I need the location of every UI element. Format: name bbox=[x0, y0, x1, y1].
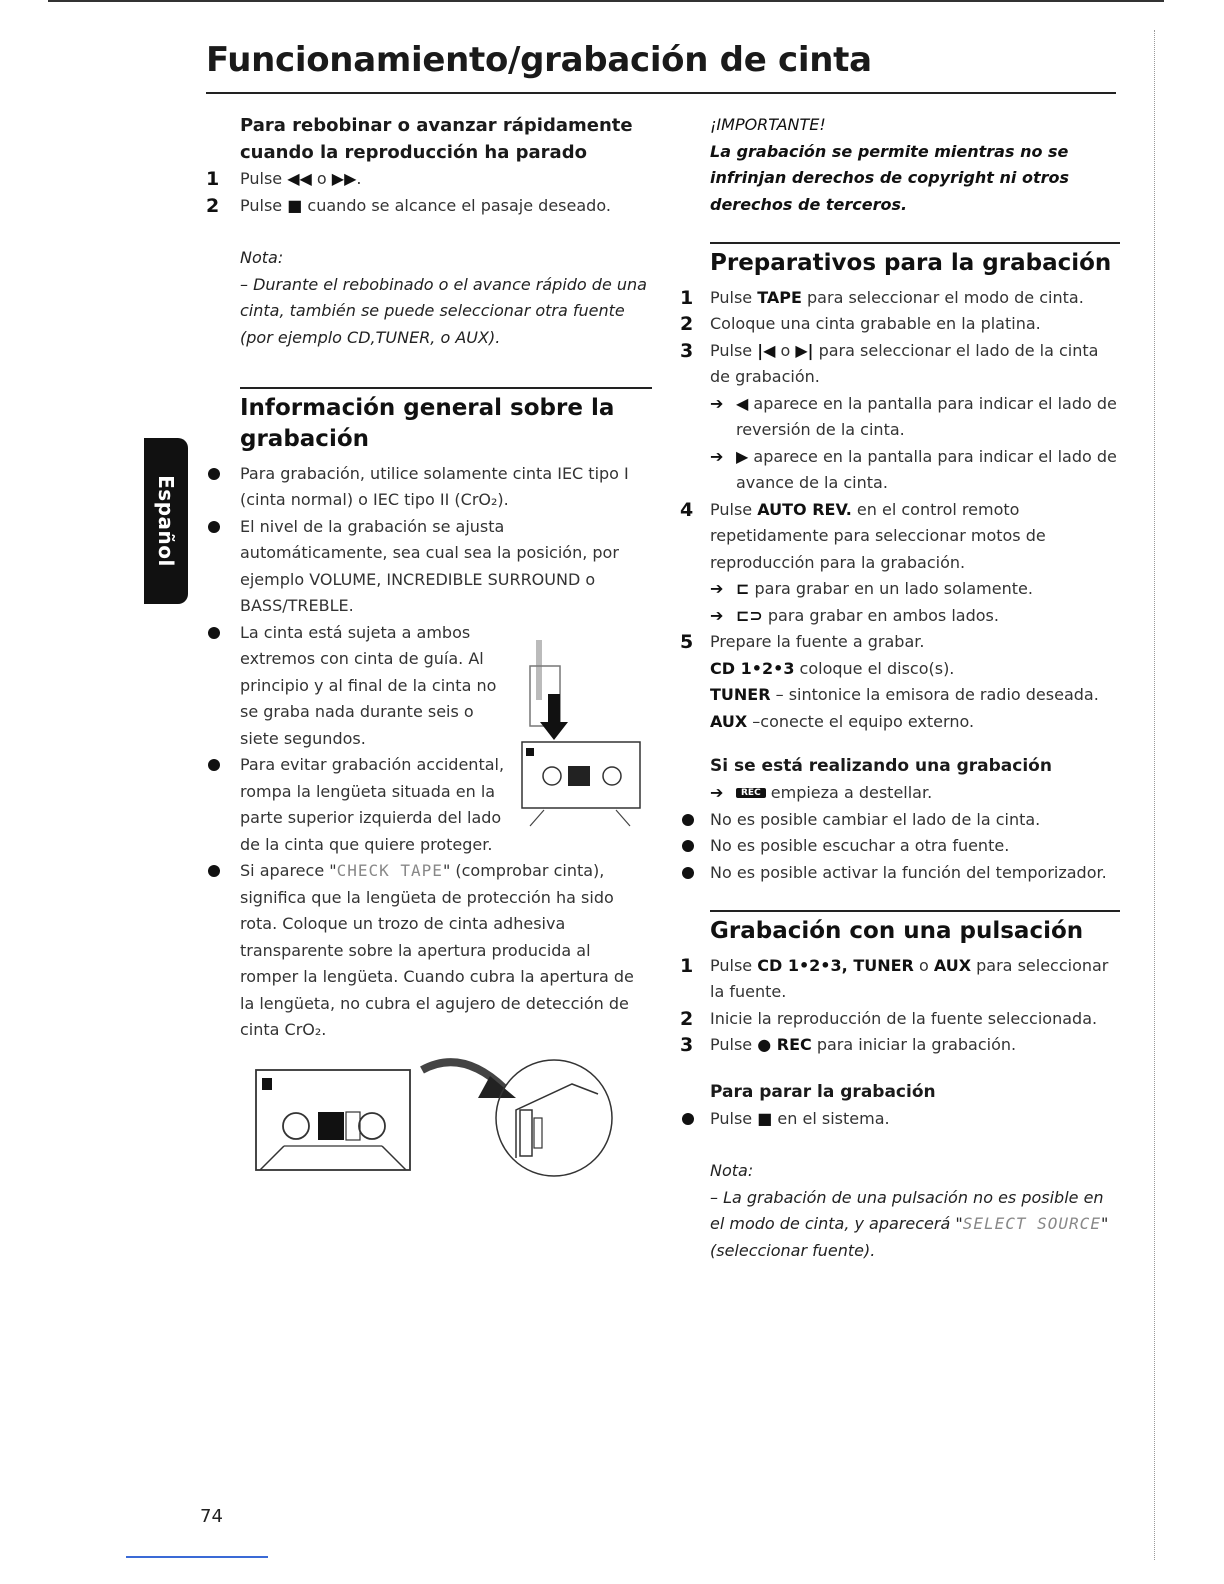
page-right-edge bbox=[1154, 30, 1155, 1560]
general-bullet-2: El nivel de la grabación se ajusta automáticamente, sea cual sea la posición, por ejemplo VOLUME, INCREDIBLE SURROUND o BASS/TREBLE. bbox=[206, 514, 652, 620]
important-label: ¡IMPORTANTE! bbox=[710, 115, 826, 134]
prep-heading: Preparativos para la grabación bbox=[710, 249, 1112, 276]
important-text: La grabación se permite mientras no se infrinjan derechos de copyright ni otros derechos de terceros. bbox=[710, 141, 1070, 214]
side-tab-label: Español bbox=[154, 475, 178, 567]
cassette-arrow-illustration bbox=[516, 636, 648, 832]
note2-text: – La grabación de una pulsación no es posible en el modo de cinta, y aparecerá "SELECT SOURCE" (seleccionar fuente). bbox=[710, 1187, 1109, 1260]
onetouch-step-1: 1 Pulse CD 1•2•3, TUNER o AUX para seleccionar la fuente. bbox=[680, 954, 1109, 1002]
forward-side-icon: ▶ bbox=[736, 446, 749, 466]
note2-label: Nota: bbox=[710, 1161, 754, 1181]
prep-step-5: 5 Prepare la fuente a grabar. CD 1•2•3 coloque el disco(s). TUNER – sintonice la emisora de radio deseada. AUX –conecte el equipo externo. bbox=[680, 629, 1120, 735]
next-icon: ▶| bbox=[795, 340, 814, 360]
stop-icon: ■ bbox=[757, 1108, 773, 1128]
arrow-right-icon: ➔ bbox=[710, 579, 724, 598]
recording-result: ➔ REC empieza a destellar. bbox=[710, 780, 1120, 807]
general-heading: Información general sobre la grabación bbox=[240, 394, 615, 452]
bullet-icon bbox=[208, 521, 220, 533]
auto-rev-key: AUTO REV. bbox=[757, 499, 852, 519]
rewind-icon: ◀◀ bbox=[287, 169, 312, 188]
onetouch-step-3: 3 Pulse ● REC para iniciar la grabación. bbox=[680, 1034, 1017, 1057]
prep-section-rule bbox=[710, 242, 1120, 244]
bullet-icon bbox=[208, 468, 220, 480]
recording-bullet-2: No es posible escuchar a otra fuente. bbox=[680, 833, 1120, 860]
arrow-right-icon: ➔ bbox=[710, 605, 724, 625]
prep-step-3: 3 Pulse |◀ o ▶| para seleccionar el lado de la cinta de grabación. ➔ ◀ aparece en la pantalla para indicar el lado de reversión de la cinta. ➔ ▶ aparece en la pantalla para indicar el lado de avance de la cinta. bbox=[680, 338, 1120, 497]
right-column bbox=[680, 112, 1120, 1264]
check-tape-display: CHECK TAPE bbox=[336, 861, 443, 880]
arrow-right-icon: ➔ bbox=[710, 783, 724, 802]
stop-heading: Para parar la grabación bbox=[710, 1081, 936, 1102]
step-number: 1 bbox=[206, 168, 220, 190]
bottom-accent-line bbox=[126, 1556, 268, 1558]
bullet-icon bbox=[682, 1113, 694, 1125]
onetouch-section-rule bbox=[710, 910, 1120, 912]
bullet-icon bbox=[682, 840, 694, 852]
reverse-side-icon: ◀ bbox=[736, 393, 749, 413]
step-number: 2 bbox=[206, 194, 220, 217]
recording-heading: Si se está realizando una grabación bbox=[710, 756, 1052, 776]
rec-badge: REC bbox=[736, 788, 766, 798]
left-column bbox=[206, 112, 652, 1044]
general-bullet-5: Si aparece "CHECK TAPE" (comprobar cinta), significa que la lengüeta de protección ha sido rota. Coloque un trozo de cinta adhesiva transparente sobre la apertura producida al romper la lengüeta. Cuando cubra la apertura de la lengüeta, no cubra el agujero de detección de cinta CrO₂. bbox=[206, 858, 652, 1044]
recording-bullet-3: No es posible activar la función del temporizador. bbox=[680, 860, 1120, 887]
bullet-icon bbox=[208, 627, 220, 639]
page-title: Funcionamiento/grabación de cinta bbox=[206, 40, 872, 80]
stop-bullet: Pulse ■ en el sistema. bbox=[680, 1106, 1120, 1133]
recording-bullet-1: No es posible cambiar el lado de la cinta. bbox=[680, 807, 1120, 834]
prev-icon: |◀ bbox=[757, 340, 776, 360]
rec-key: ● REC bbox=[757, 1035, 812, 1055]
general-bullet-4: Para evitar grabación accidental, rompa la lengüeta situada en la parte superior izquierda del lado de la cinta que quiere proteger. bbox=[206, 752, 652, 858]
prep-step-4-result-1: ➔ ⊏ para grabar en un lado solamente. bbox=[710, 576, 1120, 603]
prep-step-4: 4 Pulse AUTO REV. en el control remoto repetidamente para seleccionar motos de reproducción para la grabación. ➔ ⊏ para grabar en un lado solamente. ➔ ⊏⊃ para grabar en ambos lados. bbox=[680, 497, 1120, 630]
bullet-icon bbox=[682, 867, 694, 879]
one-side-icon: ⊏ bbox=[736, 579, 750, 598]
tape-key: TAPE bbox=[757, 287, 802, 307]
onetouch-heading: Grabación con una pulsación bbox=[710, 917, 1084, 944]
fast-forward-icon: ▶▶ bbox=[331, 169, 357, 188]
arrow-right-icon: ➔ bbox=[710, 446, 724, 466]
rewind-note-text: – Durante el rebobinado o el avance rápido de una cinta, también se puede seleccionar otra fuente (por ejemplo CD,TUNER, o AUX). bbox=[240, 274, 647, 347]
onetouch-step-2: 2 Inicie la reproducción de la fuente seleccionada. bbox=[680, 1007, 1098, 1030]
rewind-step-1: 1 Pulse ◀◀ o ▶▶. bbox=[206, 166, 652, 193]
language-side-tab bbox=[144, 438, 188, 604]
source-aux: AUX –conecte el equipo externo. bbox=[710, 711, 975, 731]
arrow-right-icon: ➔ bbox=[710, 393, 724, 413]
cassette-tab-illustration bbox=[242, 1040, 634, 1180]
general-bullet-3: La cinta está sujeta a ambos extremos con cinta de guía. Al principio y al final de la cinta no se graba nada durante seis o siete segundos. bbox=[206, 620, 652, 753]
prep-step-3-result-1: ➔ ◀ aparece en la pantalla para indicar el lado de reversión de la cinta. bbox=[710, 391, 1120, 444]
general-section-rule bbox=[240, 387, 652, 389]
prep-step-2: 2 Coloque una cinta grabable en la platina. bbox=[680, 313, 1041, 335]
rewind-step-2: 2 Pulse ■ cuando se alcance el pasaje deseado. bbox=[206, 193, 652, 220]
bullet-icon bbox=[208, 759, 220, 771]
prep-step-1: 1 Pulse TAPE para seleccionar el modo de cinta. bbox=[680, 286, 1084, 309]
source-cd: CD 1•2•3 coloque el disco(s). bbox=[710, 658, 955, 678]
bullet-icon bbox=[682, 814, 694, 826]
source-tuner: TUNER – sintonice la emisora de radio deseada. bbox=[710, 685, 1099, 704]
both-sides-icon: ⊏⊃ bbox=[736, 605, 763, 625]
stop-icon: ■ bbox=[287, 195, 303, 215]
prep-step-3-result-2: ➔ ▶ aparece en la pantalla para indicar el lado de avance de la cinta. bbox=[710, 444, 1120, 497]
rewind-note-label: Nota: bbox=[240, 248, 284, 267]
page-number: 74 bbox=[200, 1506, 223, 1527]
bullet-icon bbox=[208, 865, 220, 877]
general-bullet-1: Para grabación, utilice solamente cinta IEC tipo I (cinta normal) o IEC tipo II (CrO₂). bbox=[206, 461, 652, 514]
select-source-display: SELECT SOURCE bbox=[962, 1214, 1101, 1234]
rewind-heading: Para rebobinar o avanzar rápidamente cuando la reproducción ha parado bbox=[240, 115, 633, 163]
title-rule bbox=[206, 92, 1116, 94]
prep-step-4-result-2: ➔ ⊏⊃ para grabar en ambos lados. bbox=[710, 603, 1120, 630]
top-border-line bbox=[48, 0, 1164, 2]
